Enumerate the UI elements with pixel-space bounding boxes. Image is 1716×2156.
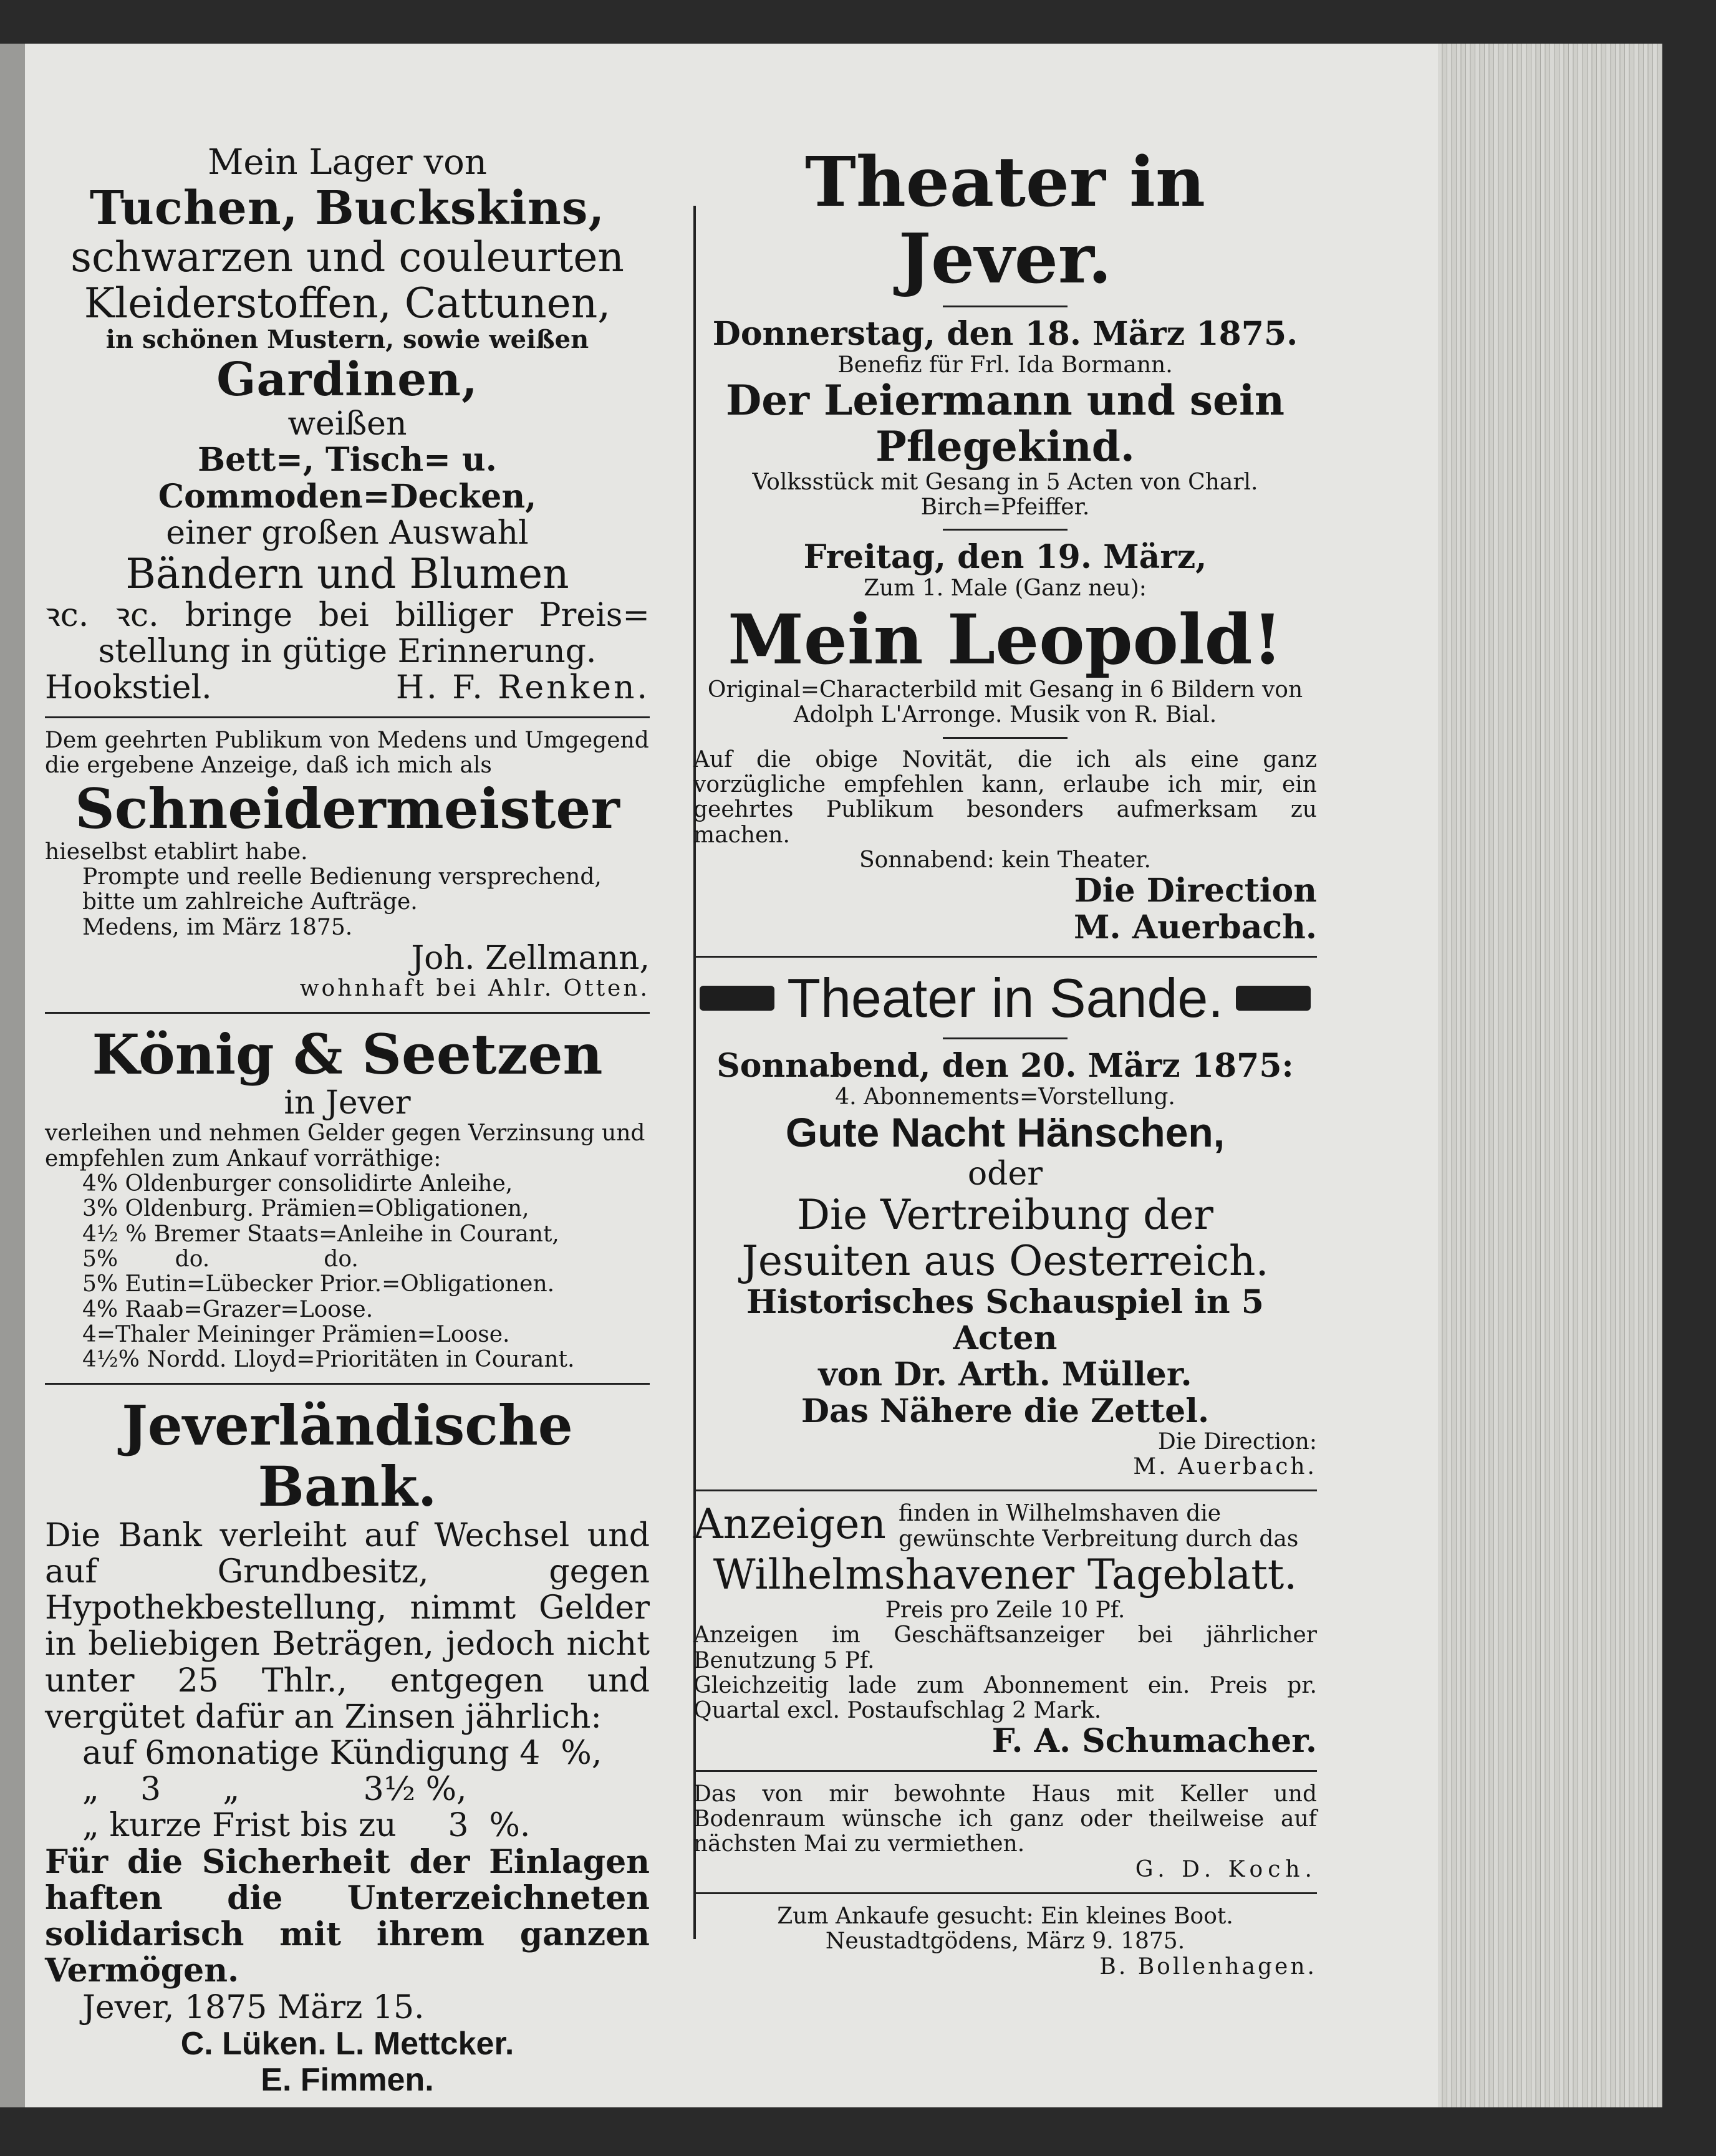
ad-text: hieselbst etablirt habe. <box>45 839 308 865</box>
left-column <box>45 143 650 2098</box>
ad-signature: Die Direction: <box>1157 1428 1317 1455</box>
list-item: 4=Thaler Meininger Prämien=Loose. <box>82 1321 510 1347</box>
ad-renken <box>45 143 650 706</box>
divider <box>693 956 1317 958</box>
ad-text: Sonnabend: kein Theater. <box>859 847 1152 873</box>
ad-text: 4. Abonnements=Vorstellung. <box>835 1084 1175 1110</box>
divider <box>693 1770 1317 1772</box>
play-title: Pflegekind. <box>875 421 1135 471</box>
ad-headline: Tuchen, Buckskins, <box>89 181 605 235</box>
ad-text: Zum 1. Male (Ganz neu): <box>864 575 1147 601</box>
ad-text: Gleichzeitig lade zum Abonnement ein. Preis pr. Quartal excl. Postaufschlag 2 Mark. <box>693 1672 1317 1724</box>
rate-row: auf 6monatige Kündigung 4 %, <box>82 1735 602 1772</box>
ad-line: schwarzen und couleurten <box>70 233 624 281</box>
ad-wilhelmshavener-tageblatt <box>693 1501 1317 1759</box>
play-title: Gute Nacht Hänschen, <box>785 1109 1225 1155</box>
ad-line: Mein Lager von <box>208 142 487 183</box>
list-item: 4% Raab=Grazer=Loose. <box>82 1296 374 1322</box>
performance-date: Freitag, den 19. März, <box>803 538 1207 577</box>
ad-koenig-seetzen <box>45 1021 650 1373</box>
pointing-hand-icon <box>1236 986 1311 1011</box>
performance-date: Donnerstag, den 18. März 1875. <box>712 315 1298 354</box>
ad-line: stellung in gütige Erinnerung. <box>98 633 597 671</box>
divider <box>45 1012 650 1014</box>
ad-subheadline: in Jever <box>284 1084 411 1122</box>
theater-sande-banner <box>693 968 1317 1029</box>
ad-text: Original=Characterbild mit Gesang in 6 Bildern von Adolph L'Arronge. Musik von R. Bial. <box>707 677 1303 728</box>
ad-line: in schönen Mustern, sowie weißen <box>105 325 589 355</box>
ad-text: Preis pro Zeile 10 Pf. <box>885 1597 1126 1623</box>
play-title: Jesuiten aus Oesterreich. <box>741 1236 1269 1285</box>
short-divider <box>943 737 1068 739</box>
short-divider <box>943 529 1068 531</box>
ad-signature: B. Bollenhagen. <box>1099 1953 1317 1980</box>
ad-signature: C. Lüken. L. Mettcker. <box>180 2025 514 2062</box>
ad-headline: Schneidermeister <box>75 776 620 842</box>
ad-text: Für die Sicherheit der Einlagen haften die Unterzeichneten solidarisch mit ihrem ganzen Vermögen. <box>45 1842 650 1990</box>
page-stack-edge <box>1438 44 1662 2107</box>
ad-text: Dem geehrten Publikum von Medens und Umgegend die ergebene Anzeige, daß ich mich als <box>45 727 649 778</box>
ad-date: Jever, 1875 März 15. <box>82 1988 425 2026</box>
securities-list <box>45 1172 650 1373</box>
ad-date: Medens, im März 1875. <box>82 914 353 940</box>
ad-signature: G. D. Koch. <box>1135 1856 1317 1882</box>
divider <box>693 1489 1317 1491</box>
ad-headline: Theater in Jever. <box>805 142 1205 299</box>
ad-zellmann <box>45 728 650 1002</box>
ad-jeverlaendische-bank <box>45 1392 650 2099</box>
ad-signature: E. Fimmen. <box>261 2062 434 2099</box>
ad-koch <box>693 1782 1317 1882</box>
ad-theater-jever <box>693 143 1317 946</box>
ad-line: Bett=, Tisch= u. Commoden=Decken, <box>158 441 537 516</box>
ad-line: Bändern und Blumen <box>125 550 569 599</box>
ad-place: Hookstiel. <box>45 669 212 707</box>
ad-text: Benefiz für Frl. Ida Bormann. <box>837 352 1173 378</box>
list-item: 5% do. do. <box>82 1246 359 1272</box>
ad-address: wohnhaft bei Ahlr. Otten. <box>299 976 650 1002</box>
ad-headline: Theater in Sande. <box>787 966 1223 1029</box>
ad-text: Das von mir bewohnte Haus mit Keller und Bodenraum wünsche ich ganz oder theilweise auf nächsten Mai zu vermiethen. <box>693 1781 1317 1857</box>
ad-theater-sande <box>693 968 1317 1480</box>
ad-signature: H. F. Renken. <box>395 669 650 707</box>
ad-bollenhagen <box>693 1904 1317 1980</box>
play-title: Mein Leopold! <box>728 599 1283 680</box>
short-divider <box>943 1037 1068 1039</box>
play-title: Der Leiermann und sein <box>725 375 1285 425</box>
ad-line: Kleiderstoffen, Cattunen, <box>84 279 611 327</box>
divider <box>45 1383 650 1385</box>
ad-text: Auf die obige Novität, die ich als eine ganz vorzügliche empfehlen kann, erlaube ich mir, ein geehrtes Publikum besonders aufmerksam zu machen. <box>693 746 1317 848</box>
short-divider <box>943 306 1068 307</box>
list-item: 4½% Nordd. Lloyd=Prioritäten in Courant. <box>82 1347 575 1373</box>
ad-text: finden in Wilhelmshaven die gewünschte Verbreitung durch das <box>898 1501 1299 1552</box>
ad-text: verleihen und nehmen Gelder gegen Verzinsung und empfehlen zum Ankauf vorräthige: <box>45 1120 645 1172</box>
ad-headline: Anzeigen <box>693 1500 886 1549</box>
divider <box>693 1892 1317 1894</box>
ad-headline: Jeverländische Bank. <box>122 1392 573 1519</box>
rate-row: „ kurze Frist bis zu 3 %. <box>82 1807 531 1845</box>
ad-headline: Wilhelmshavener Tageblatt. <box>713 1550 1298 1599</box>
ad-headline: Gardinen, <box>216 353 478 407</box>
divider <box>45 716 650 718</box>
ad-text: oder <box>967 1155 1043 1193</box>
ad-text: Das Nähere die Zettel. <box>801 1392 1210 1430</box>
tageblatt-header <box>693 1501 1317 1552</box>
ad-text: Anzeigen im Geschäftsanzeiger bei jährlicher Benutzung 5 Pf. <box>693 1622 1317 1673</box>
ad-signature: Die Direction <box>1074 872 1317 910</box>
ad-line: ꝛc. ꝛc. bringe bei billiger Preis= <box>45 596 650 634</box>
performance-date: Sonnabend, den 20. März 1875: <box>716 1047 1294 1085</box>
book-gutter <box>0 44 25 2107</box>
play-title: Die Vertreibung der <box>797 1190 1213 1239</box>
right-column <box>693 143 1317 1980</box>
list-item: 4% Oldenburger consolidirte Anleihe, <box>82 1171 513 1196</box>
ad-text: von Dr. Arth. Müller. <box>818 1355 1192 1394</box>
rate-row: „ 3 „ 3½ %, <box>82 1771 467 1809</box>
ad-text: Prompte und reelle Bedienung versprechend, bitte um zahlreiche Aufträge. <box>82 864 602 915</box>
list-item: 5% Eutin=Lübecker Prior.=Obligationen. <box>82 1271 555 1297</box>
ad-signature: M. Auerbach. <box>1073 908 1317 946</box>
list-item: 3% Oldenburg. Prämien=Obligationen, <box>82 1196 529 1222</box>
ad-text: Die Bank verleiht auf Wechsel und auf Grundbesitz, gegen Hypothekbestellung, nimmt Gelder in beliebigen Beträgen, jedoch nicht unter 25 Thlr., entgegen und vergütet dafür an Zinsen jährlich: <box>45 1516 650 1736</box>
ad-signature: M. Auerbach. <box>1133 1454 1317 1480</box>
ad-headline: König & Seetzen <box>92 1021 603 1087</box>
pointing-hand-icon <box>700 986 774 1011</box>
ad-signature: Joh. Zellmann, <box>411 940 650 978</box>
ad-signature-row <box>45 670 650 706</box>
ad-line: einer großen Auswahl <box>166 514 529 552</box>
ad-text: Volksstück mit Gesang in 5 Acten von Charl. Birch=Pfeiffer. <box>752 469 1258 521</box>
ad-line: weißen <box>287 405 407 443</box>
ad-date: Neustadtgödens, März 9. 1875. <box>825 1928 1185 1955</box>
list-item: 4½ % Bremer Staats=Anleihe in Courant, <box>82 1221 559 1247</box>
ad-text: Historisches Schauspiel in 5 Acten <box>746 1283 1264 1358</box>
ad-text: Zum Ankaufe gesucht: Ein kleines Boot. <box>777 1903 1233 1929</box>
ad-signature: F. A. Schumacher. <box>991 1722 1317 1761</box>
